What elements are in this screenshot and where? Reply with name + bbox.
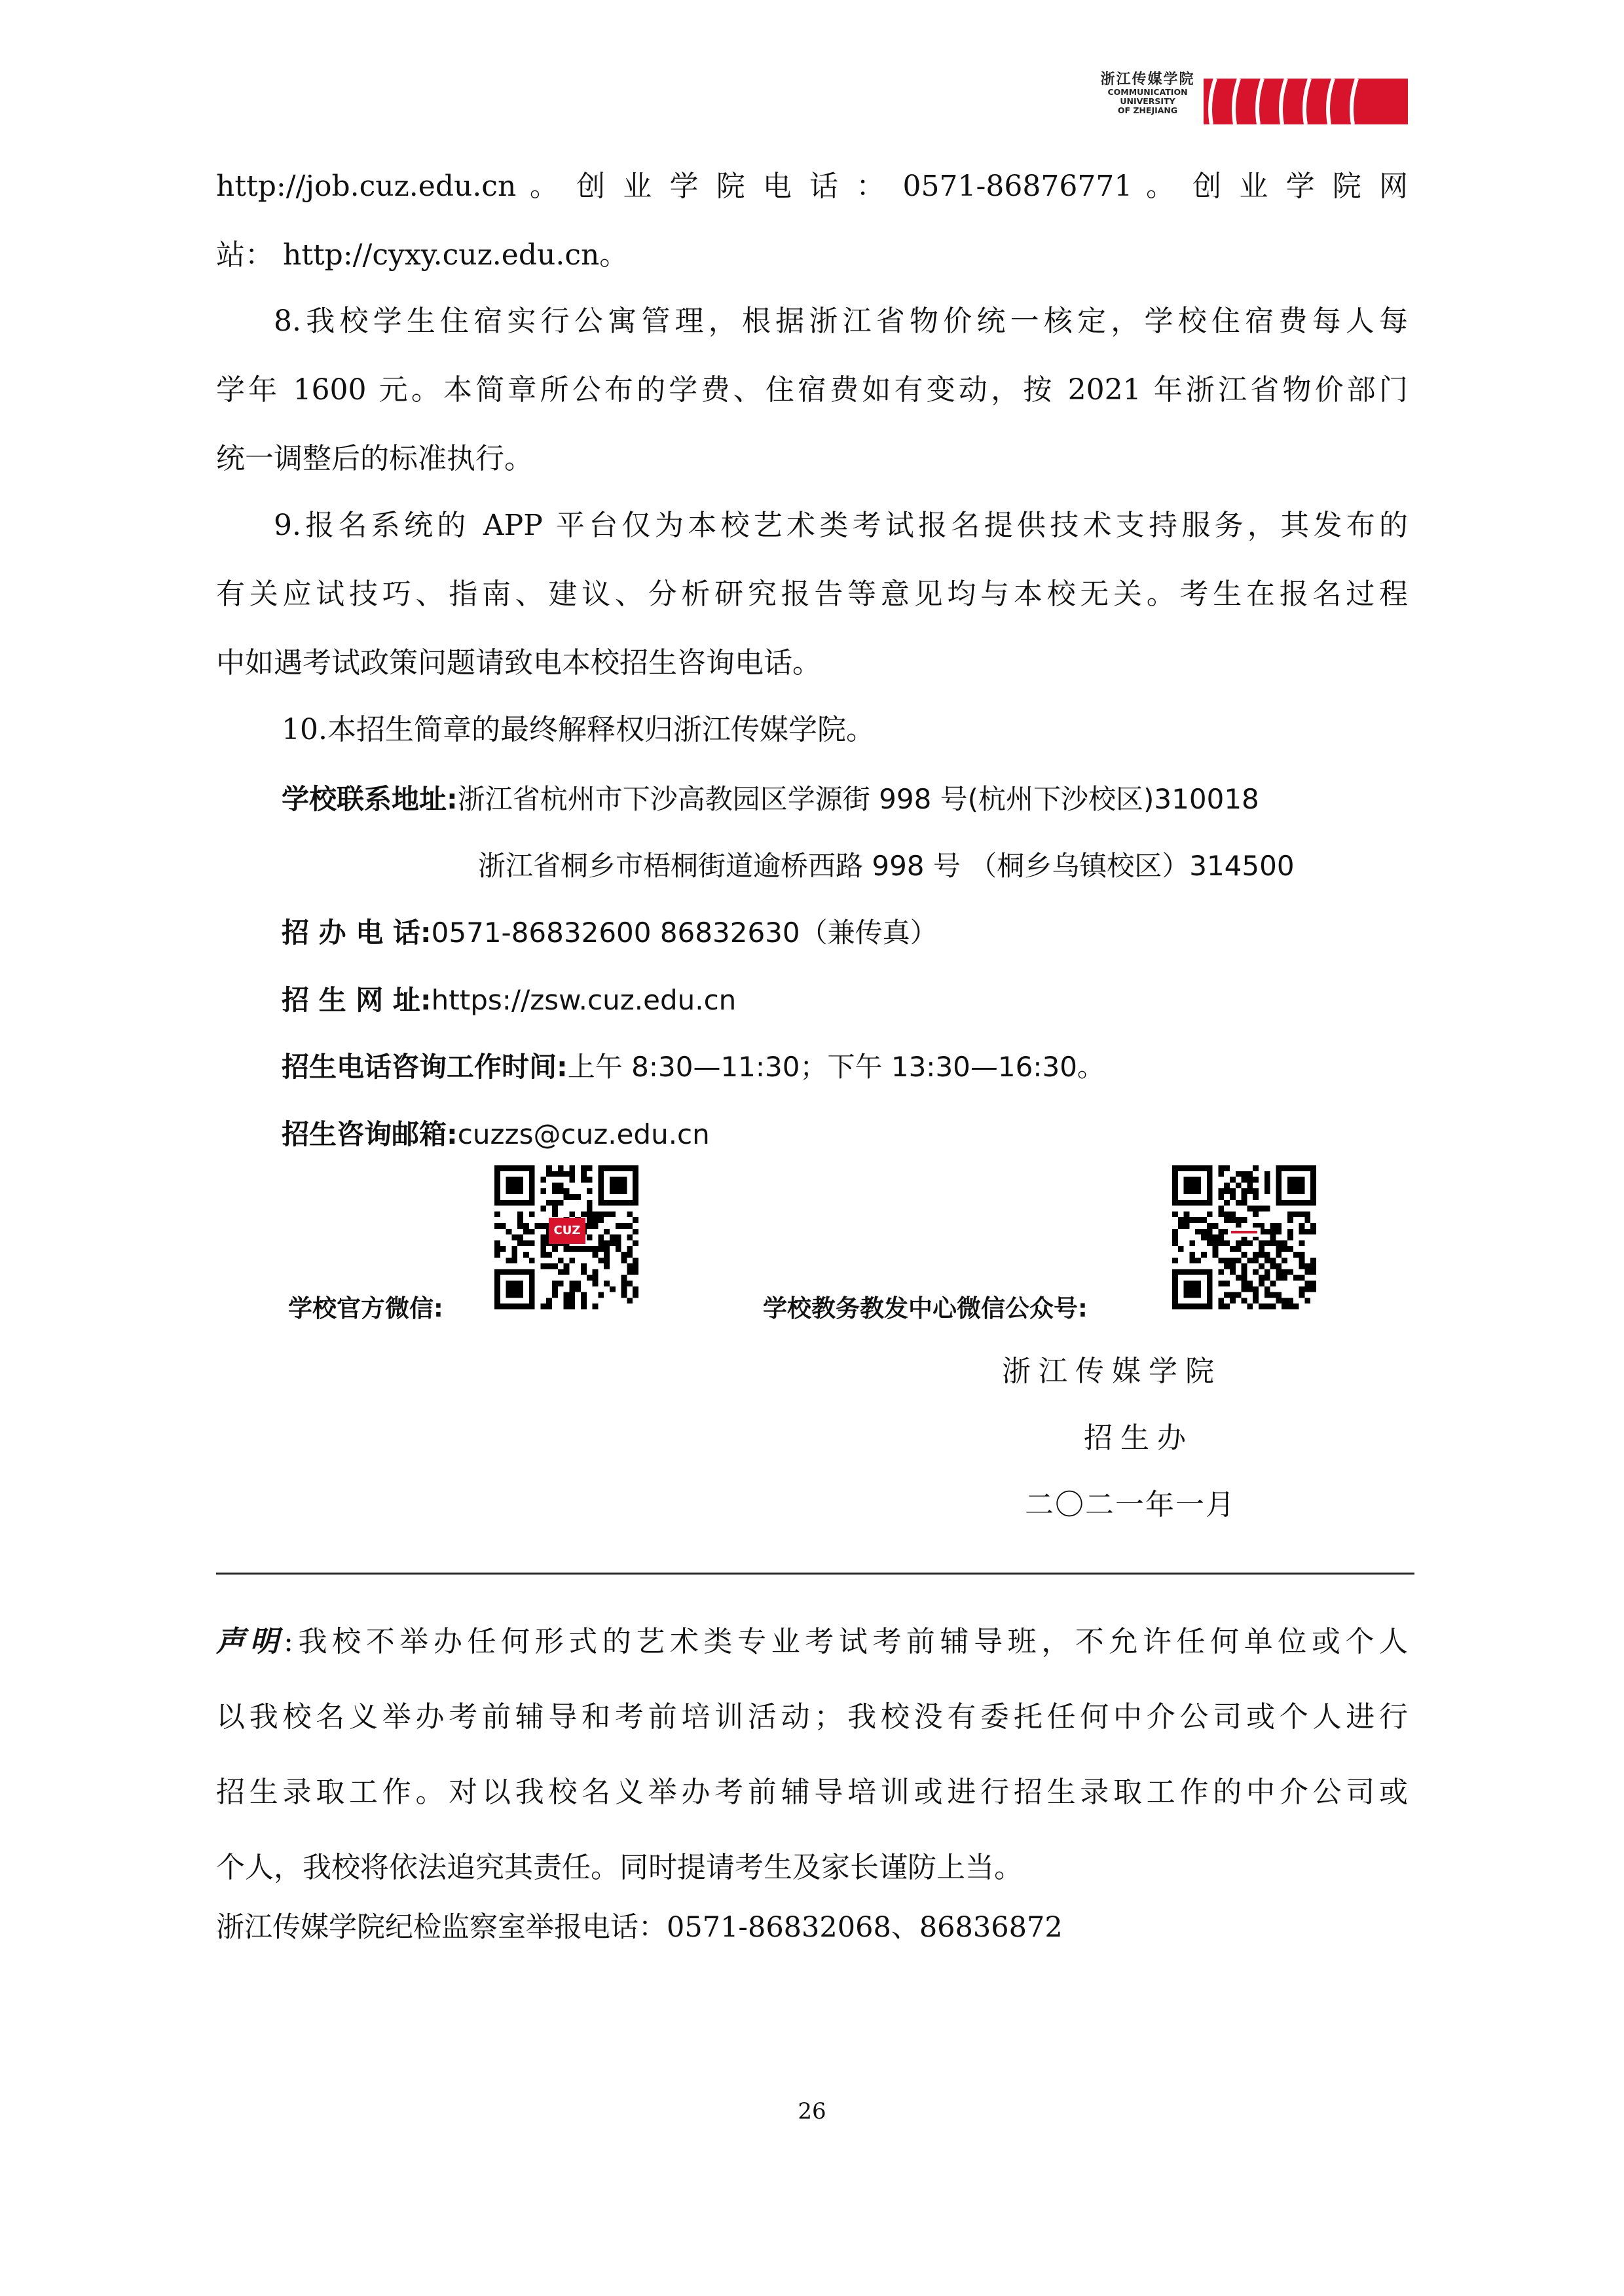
contact-address-2 (478, 845, 1295, 884)
text-line: 学年 1600 元。本简章所公布的学费、住宿费如有变动，按 2021 年浙江省物价部门 (216, 373, 1408, 407)
paragraph-item-8 (216, 287, 1408, 493)
university-logo (1094, 65, 1408, 131)
text-line: 9.报名系统的 APP 平台仅为本校艺术类考试报名提供技术支持服务，其发布的 (274, 509, 1408, 542)
logo-en-line2: UNIVERSITY (1120, 96, 1175, 106)
notice-line: 以我校名义举办考前辅导和考前培训活动；我校没有委托任何中介公司或个人进行 (216, 1700, 1408, 1734)
address-value-2: 浙江省桐乡市梧桐街道逾桥西路 998 号 （桐乡乌镇校区）314500 (478, 850, 1295, 882)
hours-value: 上午 8:30—11:30；下午 13:30—16:30。 (567, 1051, 1105, 1083)
notice-label: 声明 (216, 1625, 284, 1658)
official-wechat-label: 学校官方微信: (288, 1294, 443, 1322)
email-link[interactable]: cuzzs@cuz.edu.cn (457, 1118, 710, 1150)
contact-hours (282, 1046, 1105, 1085)
contact-website (282, 979, 736, 1018)
qr-badge: CUZ (549, 1218, 585, 1244)
notice-statement (216, 1604, 1408, 1905)
logo-chinese-name: 浙江传媒学院 (1100, 71, 1195, 88)
text-line: 有关应试技巧、指南、建议、分析研究报告等意见均与本校无关。考生在报名过程 (216, 577, 1408, 611)
text-line: http://job.cuz.edu.cn 。 创 业 学 院 电 话 ： 0571-86876771 。 创 业 学 院 网 (216, 170, 1408, 203)
academic-wechat-label: 学校教务教发中心微信公众号: (763, 1294, 1088, 1322)
notice-text: :我校不举办任何形式的艺术类专业考试考前辅导班，不允许任何单位或个人 (284, 1625, 1408, 1658)
notice-line (216, 1604, 1408, 1679)
page-number: 26 (798, 2098, 826, 2124)
contact-email (282, 1113, 710, 1152)
address-value: 浙江省杭州市下沙高教园区学源街 998 号(杭州下沙校区)310018 (457, 783, 1259, 815)
report-hotline: 浙江传媒学院纪检监察室举报电话：0571-86832068、86836872 (216, 1911, 1063, 1944)
signature-department: 招生办 (1084, 1421, 1194, 1455)
contact-phone (282, 911, 938, 951)
signature-organization: 浙江传媒学院 (1002, 1355, 1222, 1388)
logo-stripes-icon (1204, 73, 1408, 130)
logo-en-line1: COMMUNICATION (1107, 87, 1188, 97)
text-line: 中如遇考试政策问题请致电本校招生咨询电话。 (216, 646, 821, 680)
signature-date: 二〇二一年一月 (1025, 1488, 1236, 1522)
text-line: 站： http://cyxy.cuz.edu.cn。 (216, 238, 629, 272)
hours-label: 招生电话咨询工作时间: (282, 1051, 568, 1083)
phone-value: 0571-86832600 86832630（兼传真） (431, 917, 938, 949)
section-divider (216, 1573, 1414, 1575)
email-label: 招生咨询邮箱: (282, 1118, 458, 1150)
phone-label: 招 办 电 话: (282, 917, 432, 949)
notice-line: 个人，我校将依法追究其责任。同时提请考生及家长谨防上当。 (216, 1851, 1023, 1884)
contact-address-1 (282, 778, 1259, 817)
website-label: 招 生 网 址: (282, 984, 432, 1016)
paragraph-item-9 (216, 491, 1408, 697)
text-line: 10.本招生简章的最终解释权归浙江传媒学院。 (282, 713, 875, 746)
paragraph-item-10 (216, 695, 1408, 764)
logo-english-name (1094, 88, 1202, 115)
paragraph-employment-links (216, 152, 1408, 289)
notice-line: 招生录取工作。对以我校名义举办考前辅导培训或进行招生录取工作的中介公司或 (216, 1776, 1408, 1809)
academic-wechat-qr-icon (1172, 1165, 1316, 1309)
text-line: 8.我校学生住宿实行公寓管理，根据浙江省物价统一核定，学校住宿费每人每 (274, 304, 1408, 338)
address-label: 学校联系地址: (282, 783, 458, 815)
logo-en-line3: OF ZHEJIANG (1117, 105, 1178, 115)
website-link[interactable]: https://zsw.cuz.edu.cn (431, 984, 737, 1016)
qr-center-logo-icon (1228, 1228, 1261, 1237)
text-line: 统一调整后的标准执行。 (216, 442, 533, 475)
